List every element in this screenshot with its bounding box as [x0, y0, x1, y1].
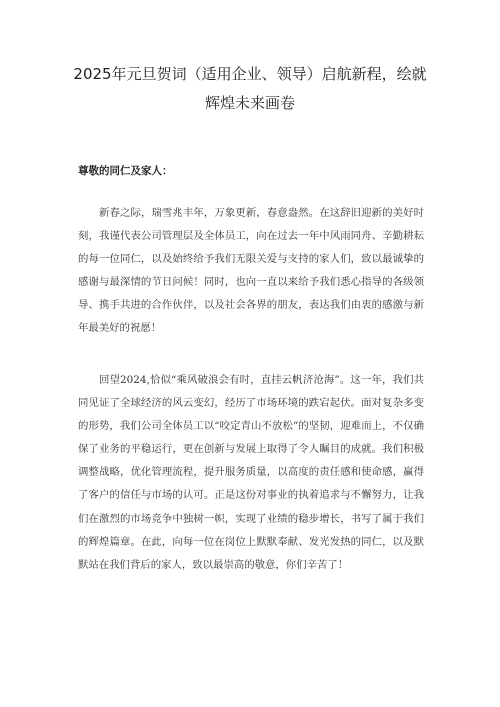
paragraph-new-year-greeting: 新春之际，瑞雪兆丰年，万象更新，春意盎然。在这辞旧迎新的美好时刻，我谨代表公司管理层及全体员工，向在过去一年中风雨同舟、辛勤耕耘的每一位同仁，以及始终给予我们无限关爱与支持的家人们，致以最诚挚的感谢与最深情的节日问候！同时，也向一直以来给予我们悉心指导的各级领导、携手共进的合作伙伴，以及社会各界的朋友，表达我们由衷的感激与新年最美好的祝愿！ [78, 207, 424, 335]
salutation: 尊敬的同仁及家人： [78, 165, 173, 177]
document-title: 2025年元旦贺词（适用企业、领导）启航新程，绘就辉煌未来画卷 [73, 65, 427, 112]
paragraph-year-review: 回望2024,恰似“乘风破浪会有时，直挂云帆济沧海”。这一年，我们共同见证了全球经济的风云变幻，经历了市场环境的跌宕起伏。面对复杂多变的形势，我们公司全体员工以“咬定青山不放松”的坚韧，迎难而上，不仅确保了业务的平稳运行，更在创新与发展上取得了令人瞩目的成就。我们积极调整战略，优化管理流程，提升服务质量，以高度的责任感和使命感，赢得了客户的信任与市场的认可。正是这份对事业的执着追求与不懈努力，让我们在激烈的市场竞争中独树一帜，实现了业绩的稳步增长，书写了属于我们的辉煌篇章。在此，向每一位在岗位上默默奉献、发光发热的同仁，以及默默站在我们背后的家人，致以最崇高的敬意，你们辛苦了！ [78, 374, 424, 571]
